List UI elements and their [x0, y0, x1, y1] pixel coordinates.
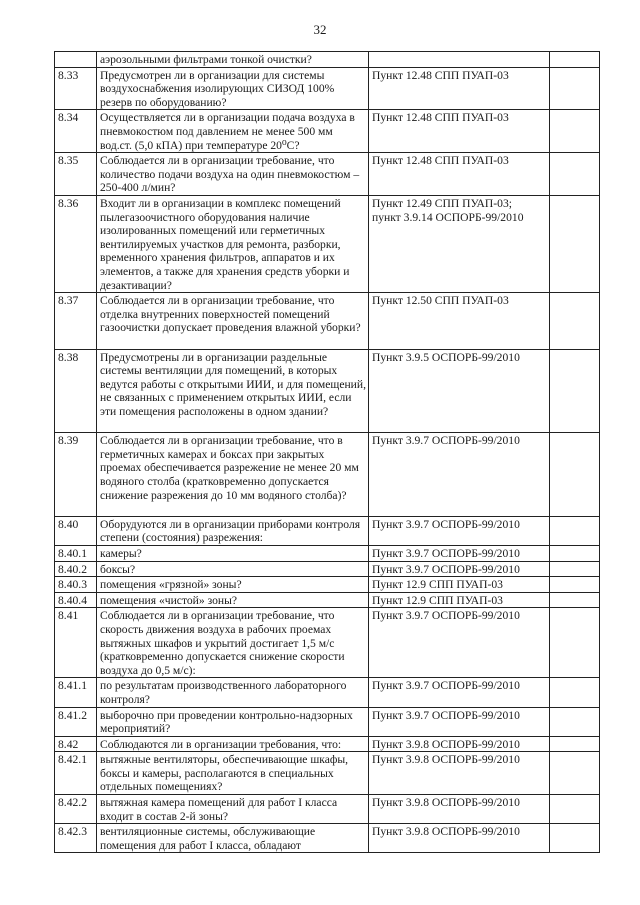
- mark-cell: [550, 516, 600, 545]
- question-text: Соблюдается ли в организации требование, что отделка внутренних поверхностей помещений газоочистки допускает проведения влажной уборки?: [97, 293, 369, 349]
- item-number: 8.41.2: [55, 707, 97, 736]
- question-text: вытяжная камера помещений для работ I класса входит в состав 2-й зоны?: [97, 795, 369, 824]
- item-number: 8.36: [55, 195, 97, 292]
- norm-reference: Пункт 12.9 СПП ПУАП-03: [369, 592, 550, 608]
- table-row: [55, 293, 600, 349]
- question-text: вентиляционные системы, обслуживающие помещения для работ I класса, обладают: [97, 824, 369, 853]
- norm-reference: Пункт 3.9.7 ОСПОРБ-99/2010: [369, 678, 550, 707]
- norm-reference: Пункт 12.9 СПП ПУАП-03: [369, 577, 550, 593]
- mark-cell: [550, 752, 600, 795]
- norm-reference: Пункт 3.9.7 ОСПОРБ-99/2010: [369, 516, 550, 545]
- table-row: [55, 52, 600, 68]
- item-number: 8.38: [55, 349, 97, 433]
- item-number: 8.33: [55, 67, 97, 110]
- table-row: [55, 707, 600, 736]
- mark-cell: [550, 824, 600, 853]
- question-text: боксы?: [97, 561, 369, 577]
- table-row: [55, 433, 600, 517]
- norm-reference: Пункт 3.9.8 ОСПОРБ-99/2010: [369, 736, 550, 752]
- norm-reference: Пункт 3.9.7 ОСПОРБ-99/2010: [369, 545, 550, 561]
- norm-reference: Пункт 3.9.8 ОСПОРБ-99/2010: [369, 824, 550, 853]
- item-number: 8.40.1: [55, 545, 97, 561]
- mark-cell: [550, 545, 600, 561]
- mark-cell: [550, 67, 600, 110]
- mark-cell: [550, 52, 600, 68]
- item-number: 8.39: [55, 433, 97, 517]
- table-row: [55, 736, 600, 752]
- table-row: [55, 795, 600, 824]
- question-text: Соблюдаются ли в организации требования, что:: [97, 736, 369, 752]
- question-text: Соблюдается ли в организации требование, что количество подачи воздуха на один пневмокостюм – 250-400 л/мин?: [97, 153, 369, 196]
- question-text: Оборудуются ли в организации приборами контроля степени (состояния) разрежения:: [97, 516, 369, 545]
- norm-reference: Пункт 3.9.7 ОСПОРБ-99/2010: [369, 561, 550, 577]
- table-row: [55, 545, 600, 561]
- item-number: 8.37: [55, 293, 97, 349]
- norm-reference: [369, 52, 550, 68]
- question-text: Соблюдается ли в организации требование, что скорость движения воздуха в рабочих проемах вытяжных шкафов и укрытий достигает 1,5 м/с (кратковременно допускается снижение скорости воздуха до 0,5 м/с):: [97, 608, 369, 678]
- table-row: [55, 110, 600, 153]
- item-number: 8.41: [55, 608, 97, 678]
- mark-cell: [550, 592, 600, 608]
- question-text: помещения «чистой» зоны?: [97, 592, 369, 608]
- question-text: Осуществляется ли в организации подача воздуха в пневмокостюм под давлением не менее 500 мм вод.ст. (5,0 кПА) при температуре 20⁰С?: [97, 110, 369, 153]
- item-number: 8.35: [55, 153, 97, 196]
- mark-cell: [550, 736, 600, 752]
- norm-reference: Пункт 3.9.7 ОСПОРБ-99/2010: [369, 608, 550, 678]
- norm-reference: Пункт 3.9.7 ОСПОРБ-99/2010: [369, 433, 550, 517]
- mark-cell: [550, 433, 600, 517]
- mark-cell: [550, 153, 600, 196]
- question-text: Входит ли в организации в комплекс помещений пылегазоочистного оборудования наличие изолированных помещений или герметичных вентилируемых участков для ремонта, разборки, временного хранения фильтров, аппаратов и их элементов, а также для хранения средств уборки и дезактивации?: [97, 195, 369, 292]
- item-number: 8.42.2: [55, 795, 97, 824]
- table-row: [55, 824, 600, 853]
- table-row: [55, 577, 600, 593]
- item-number: 8.40: [55, 516, 97, 545]
- table-row: [55, 195, 600, 292]
- mark-cell: [550, 349, 600, 433]
- mark-cell: [550, 577, 600, 593]
- mark-cell: [550, 195, 600, 292]
- question-text: Предусмотрены ли в организации раздельные системы вентиляции для помещений, в которых ведутся работы с открытыми ИИИ, и для помещений, не связанных с применением открытых ИИИ, если эти помещения расположены в одном здании?: [97, 349, 369, 433]
- mark-cell: [550, 110, 600, 153]
- question-text: Соблюдается ли в организации требование, что в герметичных камерах и боксах при закрытых проемах обеспечивается разрежение не менее 20 мм водяного столба (кратковременно допускается снижение разрежения до 10 мм водяного столба)?: [97, 433, 369, 517]
- norm-reference: Пункт 3.9.8 ОСПОРБ-99/2010: [369, 752, 550, 795]
- norm-reference: Пункт 12.48 СПП ПУАП-03: [369, 110, 550, 153]
- question-text: помещения «грязной» зоны?: [97, 577, 369, 593]
- question-text: вытяжные вентиляторы, обеспечивающие шкафы, боксы и камеры, располагаются в специальных отдельных помещениях?: [97, 752, 369, 795]
- page-number: 32: [313, 22, 327, 37]
- checklist-body: [55, 52, 600, 853]
- item-number: 8.40.4: [55, 592, 97, 608]
- item-number: 8.40.3: [55, 577, 97, 593]
- mark-cell: [550, 795, 600, 824]
- norm-reference: Пункт 12.48 СПП ПУАП-03: [369, 153, 550, 196]
- table-row: [55, 67, 600, 110]
- norm-reference: Пункт 3.9.8 ОСПОРБ-99/2010: [369, 795, 550, 824]
- table-row: [55, 592, 600, 608]
- question-text: камеры?: [97, 545, 369, 561]
- norm-reference: Пункт 12.49 СПП ПУАП-03; пункт 3.9.14 ОСПОРБ-99/2010: [369, 195, 550, 292]
- question-text: аэрозольными фильтрами тонкой очистки?: [97, 52, 369, 68]
- item-number: 8.42: [55, 736, 97, 752]
- norm-reference: Пункт 3.9.7 ОСПОРБ-99/2010: [369, 707, 550, 736]
- item-number: 8.40.2: [55, 561, 97, 577]
- table-row: [55, 608, 600, 678]
- table-row: [55, 349, 600, 433]
- item-number: 8.42.1: [55, 752, 97, 795]
- table-row: [55, 516, 600, 545]
- table-row: [55, 752, 600, 795]
- table-row: [55, 153, 600, 196]
- item-number: 8.34: [55, 110, 97, 153]
- table-row: [55, 561, 600, 577]
- question-text: по результатам производственного лабораторного контроля?: [97, 678, 369, 707]
- item-number: 8.42.3: [55, 824, 97, 853]
- mark-cell: [550, 293, 600, 349]
- mark-cell: [550, 561, 600, 577]
- question-text: выборочно при проведении контрольно-надзорных мероприятий?: [97, 707, 369, 736]
- norm-reference: Пункт 12.48 СПП ПУАП-03: [369, 67, 550, 110]
- table-row: [55, 678, 600, 707]
- checklist-table: [54, 51, 600, 853]
- item-number: 8.41.1: [55, 678, 97, 707]
- mark-cell: [550, 707, 600, 736]
- norm-reference: Пункт 12.50 СПП ПУАП-03: [369, 293, 550, 349]
- question-text: Предусмотрен ли в организации для системы воздухоснабжения изолирующих СИЗОД 100% резерв по оборудованию?: [97, 67, 369, 110]
- norm-reference: Пункт 3.9.5 ОСПОРБ-99/2010: [369, 349, 550, 433]
- mark-cell: [550, 608, 600, 678]
- item-number: [55, 52, 97, 68]
- mark-cell: [550, 678, 600, 707]
